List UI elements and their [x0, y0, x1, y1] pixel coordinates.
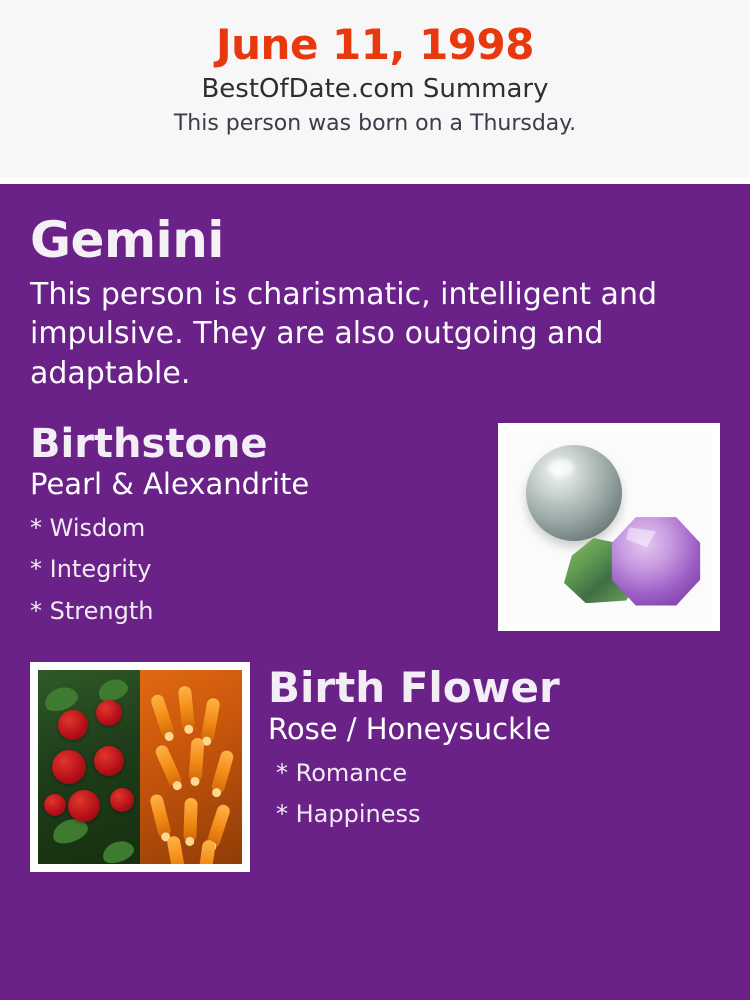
zodiac-sign-title: Gemini [30, 211, 224, 269]
pearl-and-alexandrite-photo [506, 431, 712, 623]
birthstone-trait: * Wisdom [30, 514, 146, 543]
birthstone-names: Pearl & Alexandrite [30, 467, 310, 502]
pearl-shape-icon [526, 445, 622, 541]
birth-flower-text [268, 662, 720, 839]
birthstone-text [30, 423, 498, 636]
birthstone-trait: * Integrity [30, 555, 152, 584]
birthstone-section [30, 423, 720, 636]
birthstone-image-frame [498, 423, 720, 631]
birth-flower-trait: * Happiness [276, 800, 421, 829]
page-title-date: June 11, 1998 [216, 20, 534, 69]
birth-flower-title: Birth Flower [268, 663, 560, 713]
birthstone-trait: * Strength [30, 596, 154, 625]
honeysuckle-photo-half [140, 670, 242, 864]
site-summary-label: BestOfDate.com Summary [201, 74, 549, 105]
zodiac-description: This person is charismatic, intelligent and impulsive. They are also outgoing and adaptable. [30, 276, 657, 391]
birth-day-of-week: This person was born on a Thursday. [173, 111, 577, 137]
birth-flower-image-frame [30, 662, 250, 872]
main-panel [0, 184, 750, 1000]
birth-flower-names: Rose / Honeysuckle [268, 711, 551, 746]
header [0, 0, 750, 178]
rose-and-honeysuckle-photo [38, 670, 242, 864]
birthstone-title: Birthstone [30, 421, 268, 468]
birth-flower-section [30, 662, 720, 872]
birth-flower-trait: * Romance [276, 758, 408, 787]
rose-photo-half [38, 670, 140, 864]
